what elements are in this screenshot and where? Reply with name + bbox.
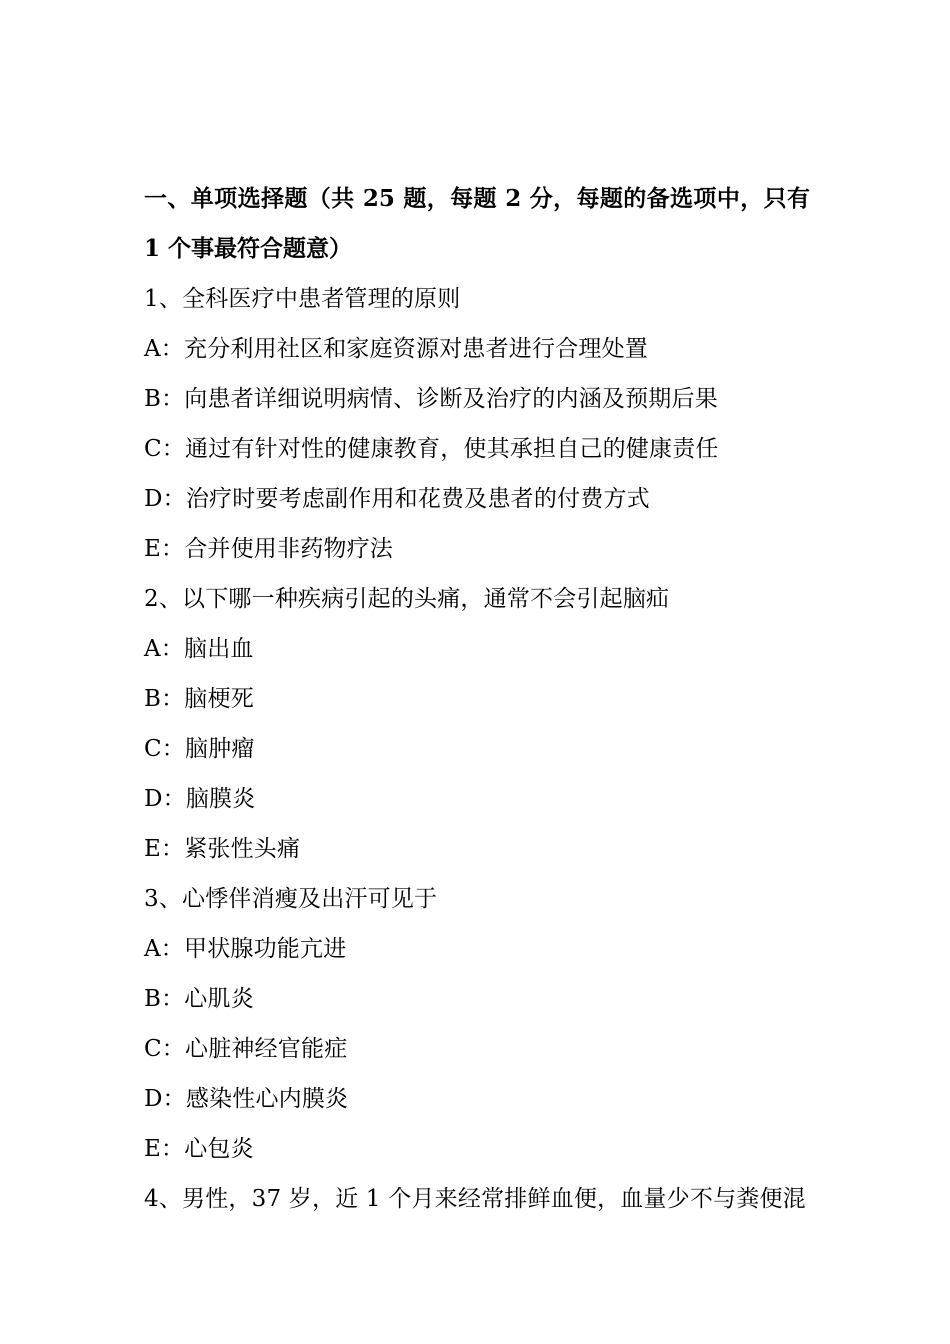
question-stem: 2、以下哪一种疾病引起的头痛，通常不会引起脑疝 [144, 586, 670, 612]
option-b: B：心肌炎 [144, 986, 254, 1012]
section-heading: 一、单项选择题（共 25 题，每题 2 分，每题的备选项中，只有 1 个事最符合题意） [144, 185, 810, 262]
question-1 [144, 274, 810, 574]
question-stem: 1、全科医疗中患者管理的原则 [144, 286, 461, 312]
option-c: C：通过有针对性的健康教育，使其承担自己的健康责任 [144, 436, 719, 462]
option-e: E：紧张性头痛 [144, 836, 301, 862]
option-a: A：甲状腺功能亢进 [144, 936, 347, 962]
option-e: E：心包炎 [144, 1136, 254, 1162]
option-c: C：心脏神经官能症 [144, 1036, 348, 1062]
option-c: C：脑肿瘤 [144, 736, 255, 762]
question-stem: 4、男性，37 岁，近 1 个月来经常排鲜血便，血量少不与粪便混 [144, 1186, 806, 1212]
option-d: D：脑膜炎 [144, 786, 256, 812]
question-4 [144, 1174, 810, 1224]
option-d: D：治疗时要考虑副作用和花费及患者的付费方式 [144, 486, 650, 512]
question-3 [144, 874, 810, 1174]
option-a: A：充分利用社区和家庭资源对患者进行合理处置 [144, 336, 649, 362]
option-b: B：脑梗死 [144, 686, 254, 712]
question-2 [144, 574, 810, 874]
option-b: B：向患者详细说明病情、诊断及治疗的内涵及预期后果 [144, 386, 718, 412]
option-d: D：感染性心内膜炎 [144, 1086, 349, 1112]
option-a: A：脑出血 [144, 636, 254, 662]
document-body [144, 174, 810, 1224]
question-stem: 3、心悸伴消瘦及出汗可见于 [144, 886, 438, 912]
option-e: E：合并使用非药物疗法 [144, 536, 393, 562]
